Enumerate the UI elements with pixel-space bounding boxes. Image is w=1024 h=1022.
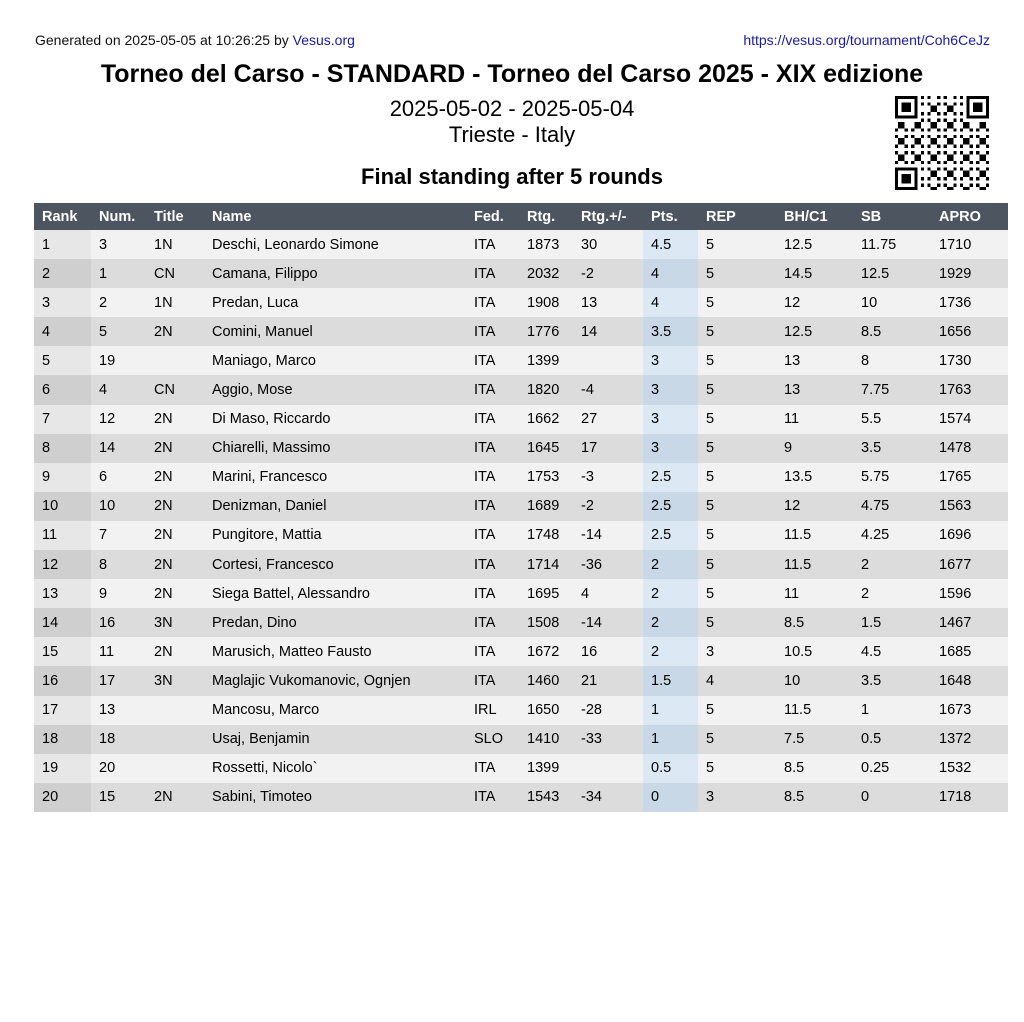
cell-rating: 1753 — [519, 463, 573, 492]
cell-rating-change: 30 — [573, 230, 643, 259]
table-row — [34, 288, 1008, 317]
cell-title: 3N — [146, 666, 204, 695]
column-header-fed: Fed. — [466, 203, 519, 230]
cell-rating: 1748 — [519, 521, 573, 550]
tournament-dates: 2025-05-02 - 2025-05-04 — [389, 96, 635, 121]
cell-sb: 4.25 — [853, 521, 931, 550]
cell-num: 12 — [91, 405, 146, 434]
cell-apro: 1696 — [931, 521, 1008, 550]
table-row — [34, 550, 1008, 579]
cell-title — [146, 346, 204, 375]
cell-fed: ITA — [466, 434, 519, 463]
cell-bh-c1: 13.5 — [776, 463, 853, 492]
cell-fed: ITA — [466, 579, 519, 608]
cell-apro: 1656 — [931, 317, 1008, 346]
cell-name: Camana, Filippo — [204, 259, 466, 288]
cell-num: 17 — [91, 666, 146, 695]
cell-points: 2 — [643, 579, 698, 608]
cell-rating: 1399 — [519, 346, 573, 375]
table-row — [34, 579, 1008, 608]
cell-apro: 1372 — [931, 725, 1008, 754]
cell-rating: 1662 — [519, 405, 573, 434]
column-header-num: Num. — [91, 203, 146, 230]
cell-rating: 1695 — [519, 579, 573, 608]
cell-bh-c1: 13 — [776, 346, 853, 375]
cell-apro: 1736 — [931, 288, 1008, 317]
cell-rep: 5 — [698, 463, 776, 492]
cell-bh-c1: 7.5 — [776, 725, 853, 754]
cell-rep: 5 — [698, 696, 776, 725]
table-row — [34, 230, 1008, 259]
cell-rating-change: 16 — [573, 637, 643, 666]
cell-name: Siega Battel, Alessandro — [204, 579, 466, 608]
cell-fed: ITA — [466, 754, 519, 783]
cell-name: Predan, Dino — [204, 608, 466, 637]
standings-table — [34, 203, 1008, 812]
column-header-title: Title — [146, 203, 204, 230]
cell-title: 2N — [146, 463, 204, 492]
column-header-rep: REP — [698, 203, 776, 230]
cell-name: Comini, Manuel — [204, 317, 466, 346]
cell-name: Marusich, Matteo Fausto — [204, 637, 466, 666]
cell-bh-c1: 12.5 — [776, 317, 853, 346]
cell-apro: 1467 — [931, 608, 1008, 637]
cell-bh-c1: 12 — [776, 492, 853, 521]
cell-fed: ITA — [466, 346, 519, 375]
cell-num: 6 — [91, 463, 146, 492]
column-header-name: Name — [204, 203, 466, 230]
cell-fed: ITA — [466, 259, 519, 288]
cell-sb: 4.75 — [853, 492, 931, 521]
cell-name: Usaj, Benjamin — [204, 725, 466, 754]
cell-num: 15 — [91, 783, 146, 812]
cell-rank: 4 — [34, 317, 91, 346]
cell-rating: 1689 — [519, 492, 573, 521]
table-row — [34, 608, 1008, 637]
cell-rep: 4 — [698, 666, 776, 695]
cell-title — [146, 754, 204, 783]
table-row — [34, 725, 1008, 754]
cell-rank: 10 — [34, 492, 91, 521]
cell-rating-change: -36 — [573, 550, 643, 579]
cell-num: 9 — [91, 579, 146, 608]
cell-fed: ITA — [466, 463, 519, 492]
cell-fed: ITA — [466, 288, 519, 317]
cell-rating-change: -4 — [573, 375, 643, 404]
cell-rating-change — [573, 754, 643, 783]
cell-title — [146, 696, 204, 725]
cell-points: 4 — [643, 288, 698, 317]
cell-bh-c1: 12 — [776, 288, 853, 317]
cell-sb: 4.5 — [853, 637, 931, 666]
column-header-bh-c1: BH/C1 — [776, 203, 853, 230]
cell-num: 2 — [91, 288, 146, 317]
cell-sb: 10 — [853, 288, 931, 317]
table-row — [34, 405, 1008, 434]
cell-rating-change: -3 — [573, 463, 643, 492]
cell-name: Rossetti, Nicolo` — [204, 754, 466, 783]
tournament-title: Torneo del Carso - STANDARD - Torneo del Carso 2025 - XIX edizione — [100, 60, 924, 88]
table-row — [34, 754, 1008, 783]
cell-rating: 1508 — [519, 608, 573, 637]
cell-rank: 6 — [34, 375, 91, 404]
cell-bh-c1: 10.5 — [776, 637, 853, 666]
cell-rating-change: 27 — [573, 405, 643, 434]
cell-apro: 1596 — [931, 579, 1008, 608]
cell-fed: ITA — [466, 492, 519, 521]
cell-fed: ITA — [466, 230, 519, 259]
cell-sb: 7.75 — [853, 375, 931, 404]
cell-title: CN — [146, 259, 204, 288]
cell-rating-change: -2 — [573, 492, 643, 521]
cell-num: 4 — [91, 375, 146, 404]
cell-apro: 1730 — [931, 346, 1008, 375]
cell-rep: 3 — [698, 637, 776, 666]
table-header-row — [34, 203, 1008, 230]
cell-sb: 5.75 — [853, 463, 931, 492]
table-row — [34, 492, 1008, 521]
cell-rep: 5 — [698, 405, 776, 434]
cell-rating: 1820 — [519, 375, 573, 404]
cell-rating-change — [573, 346, 643, 375]
cell-name: Pungitore, Mattia — [204, 521, 466, 550]
cell-title: 1N — [146, 230, 204, 259]
cell-rating: 1672 — [519, 637, 573, 666]
cell-rating: 1645 — [519, 434, 573, 463]
cell-name: Di Maso, Riccardo — [204, 405, 466, 434]
cell-name: Aggio, Mose — [204, 375, 466, 404]
cell-points: 3 — [643, 405, 698, 434]
cell-sb: 2 — [853, 579, 931, 608]
cell-num: 13 — [91, 696, 146, 725]
cell-rating-change: 21 — [573, 666, 643, 695]
cell-sb: 0.25 — [853, 754, 931, 783]
cell-num: 20 — [91, 754, 146, 783]
cell-fed: ITA — [466, 521, 519, 550]
cell-points: 0.5 — [643, 754, 698, 783]
cell-name: Chiarelli, Massimo — [204, 434, 466, 463]
cell-rank: 1 — [34, 230, 91, 259]
cell-rep: 5 — [698, 725, 776, 754]
cell-fed: ITA — [466, 317, 519, 346]
cell-num: 18 — [91, 725, 146, 754]
cell-name: Deschi, Leonardo Simone — [204, 230, 466, 259]
tournament-url-link[interactable]: https://vesus.org/tournament/Coh6CeJz — [743, 32, 990, 48]
cell-apro: 1718 — [931, 783, 1008, 812]
cell-rank: 9 — [34, 463, 91, 492]
cell-title: 2N — [146, 579, 204, 608]
cell-rating-change: 17 — [573, 434, 643, 463]
cell-apro: 1478 — [931, 434, 1008, 463]
cell-apro: 1532 — [931, 754, 1008, 783]
cell-rating-change: 13 — [573, 288, 643, 317]
cell-title: 2N — [146, 550, 204, 579]
table-row — [34, 434, 1008, 463]
cell-sb: 1.5 — [853, 608, 931, 637]
cell-points: 3 — [643, 346, 698, 375]
cell-rating: 1460 — [519, 666, 573, 695]
cell-rep: 5 — [698, 259, 776, 288]
cell-rating: 1399 — [519, 754, 573, 783]
column-header-rating: Rtg. — [519, 203, 573, 230]
cell-rep: 5 — [698, 230, 776, 259]
table-row — [34, 346, 1008, 375]
cell-name: Maniago, Marco — [204, 346, 466, 375]
cell-bh-c1: 11 — [776, 405, 853, 434]
cell-rating: 1543 — [519, 783, 573, 812]
cell-rep: 5 — [698, 434, 776, 463]
cell-rating-change: 4 — [573, 579, 643, 608]
cell-rating: 1873 — [519, 230, 573, 259]
cell-points: 2 — [643, 637, 698, 666]
table-row — [34, 259, 1008, 288]
cell-name: Mancosu, Marco — [204, 696, 466, 725]
cell-rating: 1410 — [519, 725, 573, 754]
column-header-sb: SB — [853, 203, 931, 230]
cell-rank: 20 — [34, 783, 91, 812]
cell-title: 2N — [146, 521, 204, 550]
cell-rating: 1908 — [519, 288, 573, 317]
cell-rating-change: -28 — [573, 696, 643, 725]
cell-name: Maglajic Vukomanovic, Ognjen — [204, 666, 466, 695]
cell-sb: 1 — [853, 696, 931, 725]
cell-title: 2N — [146, 405, 204, 434]
cell-rating: 1650 — [519, 696, 573, 725]
cell-rating-change: -14 — [573, 521, 643, 550]
cell-points: 2.5 — [643, 521, 698, 550]
table-row — [34, 521, 1008, 550]
cell-num: 19 — [91, 346, 146, 375]
cell-num: 8 — [91, 550, 146, 579]
cell-apro: 1685 — [931, 637, 1008, 666]
cell-bh-c1: 8.5 — [776, 608, 853, 637]
cell-sb: 3.5 — [853, 666, 931, 695]
cell-points: 0 — [643, 783, 698, 812]
column-header-points: Pts. — [643, 203, 698, 230]
cell-bh-c1: 11.5 — [776, 521, 853, 550]
cell-rating-change: -14 — [573, 608, 643, 637]
cell-sb: 12.5 — [853, 259, 931, 288]
cell-title: 2N — [146, 434, 204, 463]
cell-fed: IRL — [466, 696, 519, 725]
cell-points: 3 — [643, 375, 698, 404]
cell-rating-change: -34 — [573, 783, 643, 812]
cell-bh-c1: 14.5 — [776, 259, 853, 288]
cell-points: 3 — [643, 434, 698, 463]
cell-fed: ITA — [466, 405, 519, 434]
generated-text: Generated on 2025-05-05 at 10:26:25 by — [35, 32, 293, 48]
cell-rep: 5 — [698, 521, 776, 550]
table-row — [34, 666, 1008, 695]
cell-apro: 1929 — [931, 259, 1008, 288]
cell-bh-c1: 8.5 — [776, 754, 853, 783]
cell-bh-c1: 11.5 — [776, 696, 853, 725]
cell-num: 16 — [91, 608, 146, 637]
cell-rank: 12 — [34, 550, 91, 579]
cell-rep: 5 — [698, 346, 776, 375]
table-row — [34, 637, 1008, 666]
cell-rep: 5 — [698, 550, 776, 579]
cell-name: Cortesi, Francesco — [204, 550, 466, 579]
cell-sb: 8.5 — [853, 317, 931, 346]
cell-fed: ITA — [466, 783, 519, 812]
cell-fed: ITA — [466, 608, 519, 637]
cell-rank: 19 — [34, 754, 91, 783]
column-header-rank: Rank — [34, 203, 91, 230]
cell-rank: 15 — [34, 637, 91, 666]
cell-title: 2N — [146, 637, 204, 666]
cell-points: 2.5 — [643, 492, 698, 521]
cell-apro: 1563 — [931, 492, 1008, 521]
cell-rank: 7 — [34, 405, 91, 434]
cell-rating-change: 14 — [573, 317, 643, 346]
cell-fed: ITA — [466, 375, 519, 404]
cell-sb: 3.5 — [853, 434, 931, 463]
cell-rank: 8 — [34, 434, 91, 463]
cell-num: 14 — [91, 434, 146, 463]
cell-num: 7 — [91, 521, 146, 550]
cell-rep: 3 — [698, 783, 776, 812]
cell-apro: 1574 — [931, 405, 1008, 434]
table-row — [34, 783, 1008, 812]
tournament-place: Trieste - Italy — [448, 122, 576, 147]
cell-rating: 2032 — [519, 259, 573, 288]
cell-bh-c1: 13 — [776, 375, 853, 404]
cell-rank: 17 — [34, 696, 91, 725]
cell-sb: 11.75 — [853, 230, 931, 259]
cell-fed: ITA — [466, 666, 519, 695]
cell-fed: SLO — [466, 725, 519, 754]
cell-apro: 1673 — [931, 696, 1008, 725]
cell-sb: 2 — [853, 550, 931, 579]
cell-points: 2 — [643, 608, 698, 637]
cell-rep: 5 — [698, 754, 776, 783]
cell-num: 5 — [91, 317, 146, 346]
cell-points: 1 — [643, 696, 698, 725]
cell-bh-c1: 10 — [776, 666, 853, 695]
cell-sb: 0 — [853, 783, 931, 812]
cell-bh-c1: 9 — [776, 434, 853, 463]
cell-title: 2N — [146, 783, 204, 812]
column-header-rating-change: Rtg.+/- — [573, 203, 643, 230]
cell-points: 2.5 — [643, 463, 698, 492]
column-header-apro: APRO — [931, 203, 1008, 230]
cell-rank: 3 — [34, 288, 91, 317]
cell-rep: 5 — [698, 579, 776, 608]
cell-name: Denizman, Daniel — [204, 492, 466, 521]
cell-rank: 11 — [34, 521, 91, 550]
cell-points: 1 — [643, 725, 698, 754]
cell-rank: 14 — [34, 608, 91, 637]
generated-line — [35, 32, 355, 48]
cell-sb: 0.5 — [853, 725, 931, 754]
cell-bh-c1: 8.5 — [776, 783, 853, 812]
cell-sb: 8 — [853, 346, 931, 375]
cell-rating: 1714 — [519, 550, 573, 579]
cell-rank: 2 — [34, 259, 91, 288]
cell-num: 10 — [91, 492, 146, 521]
cell-num: 11 — [91, 637, 146, 666]
cell-fed: ITA — [466, 637, 519, 666]
cell-title — [146, 725, 204, 754]
cell-points: 4 — [643, 259, 698, 288]
cell-name: Sabini, Timoteo — [204, 783, 466, 812]
table-row — [34, 463, 1008, 492]
cell-points: 3.5 — [643, 317, 698, 346]
cell-rank: 13 — [34, 579, 91, 608]
cell-rep: 5 — [698, 375, 776, 404]
cell-title: 2N — [146, 317, 204, 346]
cell-sb: 5.5 — [853, 405, 931, 434]
cell-apro: 1710 — [931, 230, 1008, 259]
table-row — [34, 696, 1008, 725]
standing-subtitle: Final standing after 5 rounds — [361, 164, 663, 189]
table-row — [34, 317, 1008, 346]
cell-rank: 16 — [34, 666, 91, 695]
cell-rep: 5 — [698, 317, 776, 346]
cell-bh-c1: 11.5 — [776, 550, 853, 579]
cell-rank: 5 — [34, 346, 91, 375]
cell-name: Predan, Luca — [204, 288, 466, 317]
table-row — [34, 375, 1008, 404]
cell-title: 2N — [146, 492, 204, 521]
vesus-link[interactable]: Vesus.org — [292, 32, 355, 48]
cell-rating-change: -33 — [573, 725, 643, 754]
cell-title: CN — [146, 375, 204, 404]
cell-rank: 18 — [34, 725, 91, 754]
cell-num: 1 — [91, 259, 146, 288]
cell-fed: ITA — [466, 550, 519, 579]
cell-apro: 1765 — [931, 463, 1008, 492]
cell-apro: 1677 — [931, 550, 1008, 579]
cell-points: 2 — [643, 550, 698, 579]
cell-bh-c1: 11 — [776, 579, 853, 608]
cell-num: 3 — [91, 230, 146, 259]
cell-rep: 5 — [698, 288, 776, 317]
cell-apro: 1648 — [931, 666, 1008, 695]
cell-apro: 1763 — [931, 375, 1008, 404]
qr-code-icon — [894, 96, 990, 190]
cell-rep: 5 — [698, 492, 776, 521]
cell-bh-c1: 12.5 — [776, 230, 853, 259]
cell-rep: 5 — [698, 608, 776, 637]
cell-title: 3N — [146, 608, 204, 637]
cell-points: 1.5 — [643, 666, 698, 695]
cell-title: 1N — [146, 288, 204, 317]
cell-rating-change: -2 — [573, 259, 643, 288]
cell-points: 4.5 — [643, 230, 698, 259]
cell-rating: 1776 — [519, 317, 573, 346]
cell-name: Marini, Francesco — [204, 463, 466, 492]
